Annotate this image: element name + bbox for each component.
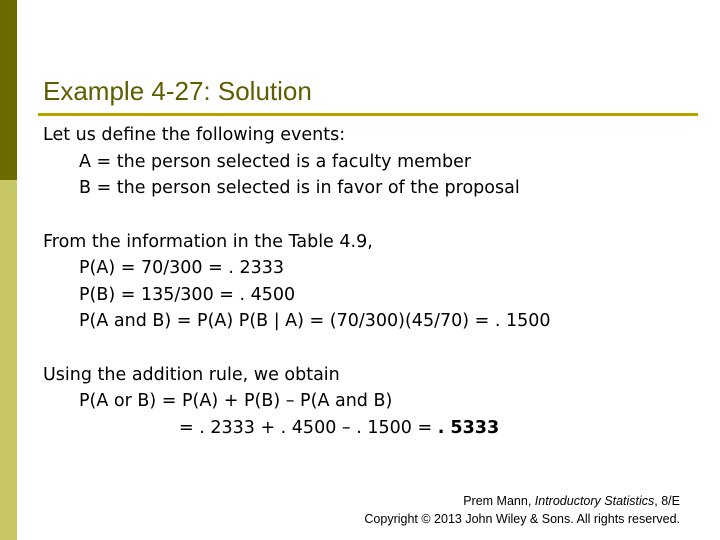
slide-body [43, 122, 551, 441]
calculation-text: = . 2333 + . 4500 – . 1500 = [179, 417, 433, 438]
result-value: . 5333 [437, 417, 500, 438]
sidebar-accent-dark [0, 0, 17, 180]
prob-b: P(B) = 135/300 = . 4500 [79, 284, 296, 305]
footer-edition: , 8/E [654, 494, 680, 508]
title-divider [38, 113, 698, 116]
prob-a-or-b-formula: P(A or B) = P(A) + P(B) – P(A and B) [79, 391, 393, 411]
footer-copyright: Copyright © 2013 John Wiley & Sons. All rights reserved. [364, 512, 680, 526]
footer-author: Prem Mann, [463, 494, 535, 508]
calculation-line [43, 415, 551, 442]
table-intro-line: From the information in the Table 4.9, [43, 231, 373, 252]
definition-b: B = the person selected is in favor of the proposal [79, 178, 520, 198]
prob-a: P(A) = 70/300 = . 2333 [79, 258, 284, 278]
definition-a: A = the person selected is a faculty member [79, 151, 472, 172]
footer-citation [364, 492, 680, 510]
footer-book-title: Introductory Statistics [534, 494, 655, 508]
footer-credit [364, 492, 680, 528]
sidebar-accent-light [0, 180, 17, 540]
prob-a-and-b: P(A and B) = P(A) P(B | A) = (70/300)(45/70) = . 1500 [79, 311, 551, 331]
slide-title: Example 4-27: Solution [43, 76, 312, 106]
addition-rule-intro: Using the addition rule, we obtain [43, 364, 340, 385]
intro-line: Let us define the following events: [43, 125, 346, 145]
